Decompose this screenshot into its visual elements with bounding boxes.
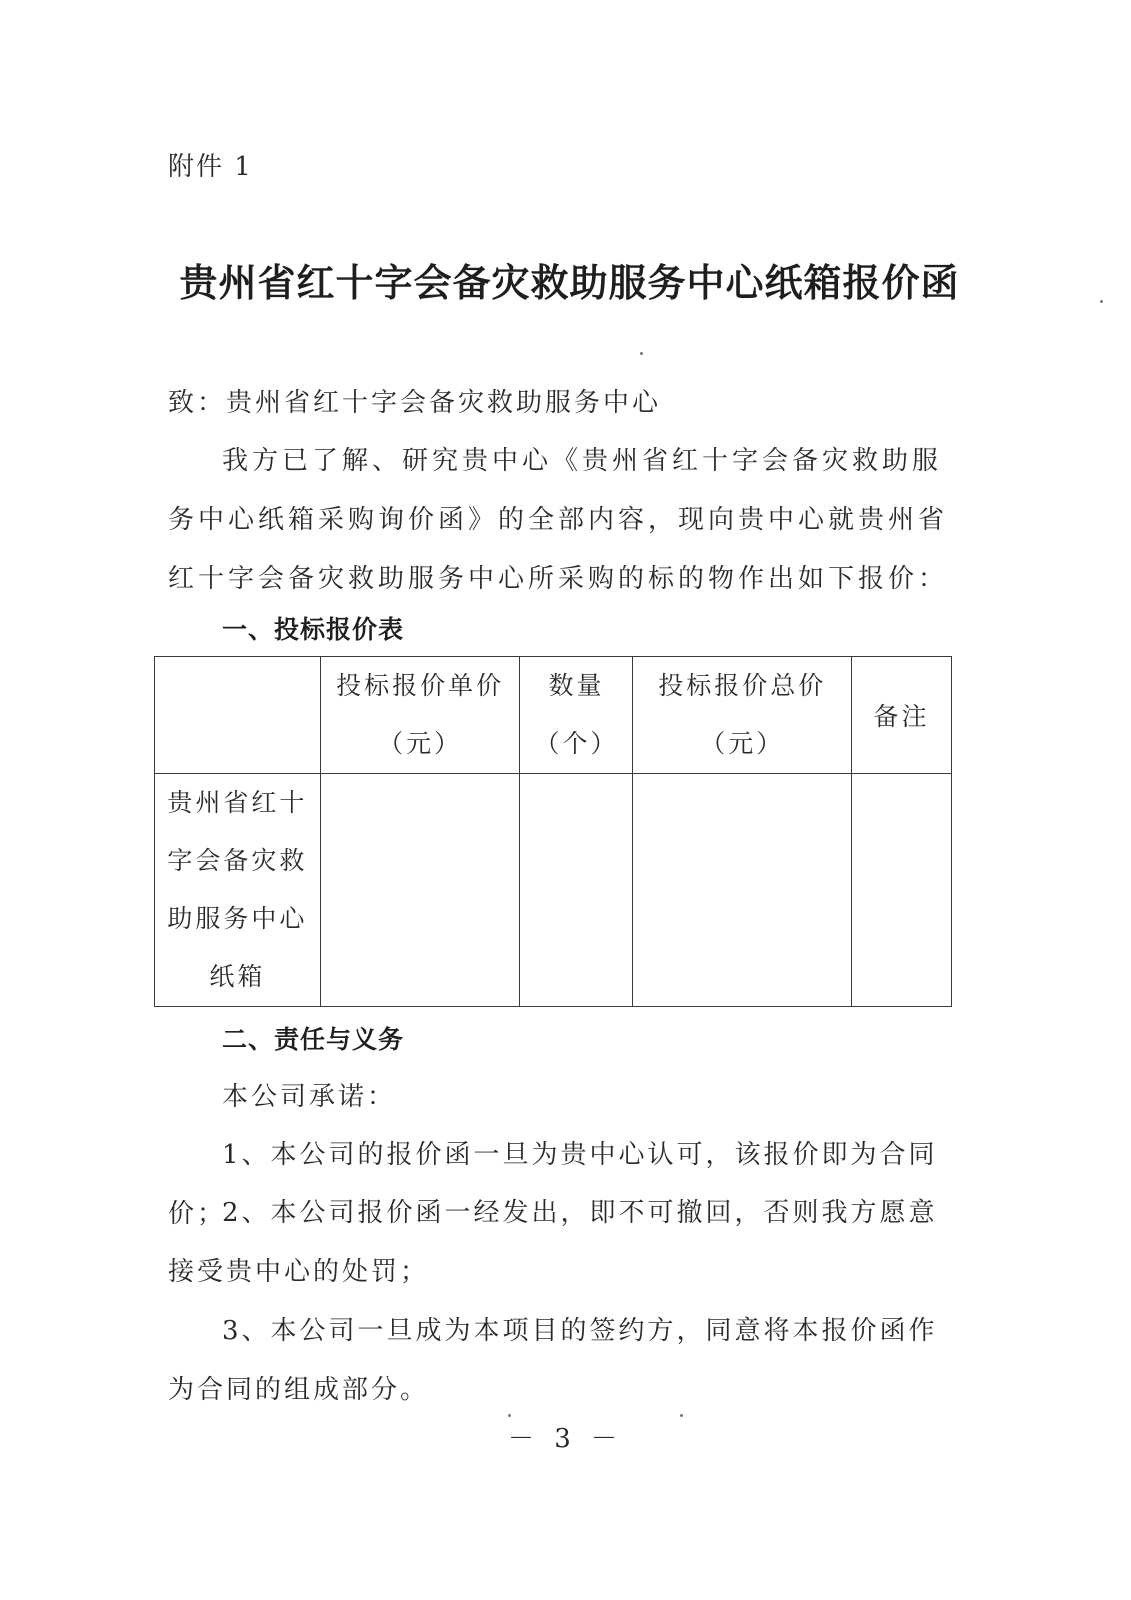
attachment-label: 附件 1 (168, 152, 253, 182)
header-quantity: 数量 （个） (520, 657, 633, 774)
unit-price-cell[interactable] (320, 774, 520, 1007)
promise-item-2: 2、本公司报价函一经发出，即不可撤回，否则我方愿意接受贵中心的处罚； (168, 1198, 938, 1287)
promise-item-3: 3、本公司一旦成为本项目的签约方，同意将本报价函作为合同的组成部分。 (168, 1316, 938, 1405)
recipient-line: 致：贵州省红十字会备灾救助服务中心 (168, 388, 662, 418)
item-name-cell: 贵州省红十字会备灾救助服务中心纸箱 (155, 774, 321, 1007)
header-item-cell (155, 657, 321, 774)
header-remarks: 备注 (852, 657, 952, 774)
table-row (155, 774, 952, 1007)
intro-paragraph: 我方已了解、研究贵中心《贵州省红十字会备灾救助服务中心纸箱采购询价函》的全部内容，现向贵中心就贵州省红十字会备灾救助服务中心所采购的标的物作出如下报价： (168, 446, 949, 594)
promise-item-1: 1、本公司的报价函一旦为贵中心认可，该报价即为合同价； (168, 1140, 938, 1229)
scan-speck (508, 1414, 511, 1417)
header-unit-price: 投标报价单价 （元） (320, 657, 520, 774)
header-total-price: 投标报价总价 （元） (633, 657, 852, 774)
scan-speck (1100, 300, 1103, 303)
section-heading-bid-table: 一、投标报价表 (222, 615, 405, 644)
total-price-cell[interactable] (633, 774, 852, 1007)
scan-speck (640, 352, 643, 355)
promise-intro: 本公司承诺： (222, 1082, 397, 1112)
bid-price-table (154, 656, 952, 1007)
scan-speck (680, 1414, 683, 1417)
table-header-row (155, 657, 952, 774)
remarks-cell[interactable] (852, 774, 952, 1007)
document-title: 贵州省红十字会备灾救助服务中心纸箱报价函 (179, 261, 960, 305)
section-heading-responsibilities: 二、责任与义务 (222, 1025, 405, 1054)
page-number: － 3 － (507, 1424, 624, 1454)
quantity-cell[interactable] (520, 774, 633, 1007)
